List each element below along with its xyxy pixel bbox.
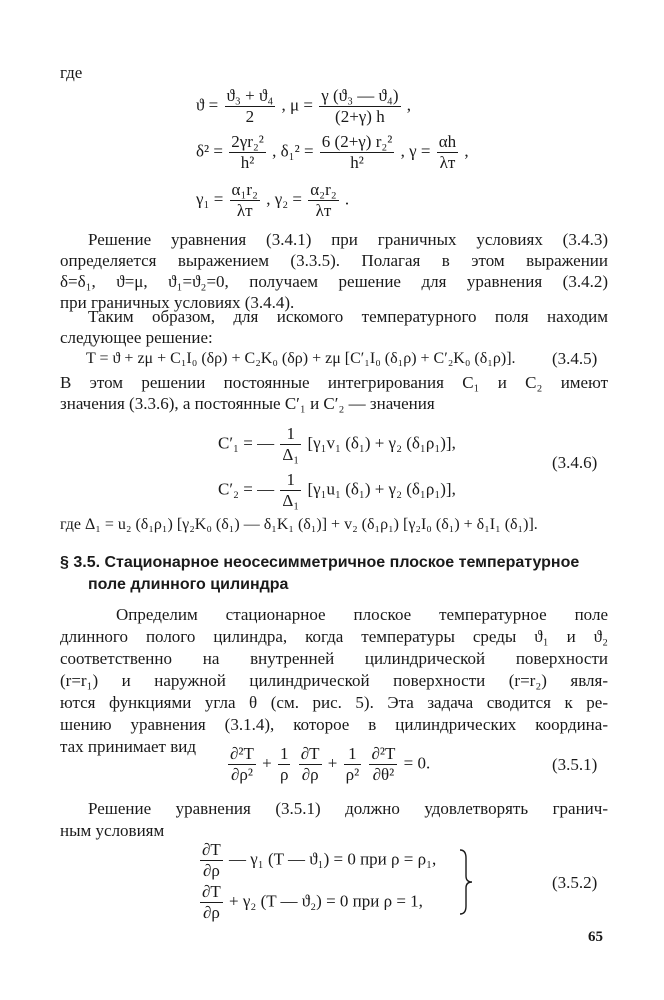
equation-3-5-2-line-2: $\frac{\partial T}{\partial\rho}$ + γ₂ (T — ϑ₂) = 0 при ρ = 1,: [202, 882, 423, 922]
paragraph-line: Определим стационарное плоское температурное поле: [116, 605, 608, 624]
equation-number: (3.5.1): [552, 755, 598, 774]
delta-definition: где Δ₁ = u₂ (δ₁ρ₁) [γ₂K₀ (δ₁) — δ₁K₁ (δ₁)] + v₂ (δ₁ρ₁) [γ₂I₀ (δ₁) + δ₁I₁ (δ₁)].: [60, 516, 538, 533]
definition-row-2: δ² = $\frac{\text{2γr₂²}}{\text{h²}}$ , δ₁² = $\frac{\text{6 (2+γ) r₂²}}{\text{h²}}$ , γ = $\frac{\alpha h}{\lambda т}$ ,: [196, 132, 469, 172]
fraction: $\frac{\partial T}{\partial\rho}$: [300, 744, 320, 784]
fraction: $\frac{\text{α₁r₂}}{\lambda т}$: [231, 180, 258, 220]
paragraph-line: Таким образом, для искомого температурного поля находим: [88, 307, 608, 326]
paragraph-line: при граничных условиях (3.4.4).: [60, 293, 295, 312]
equation-3-5-2-line-1: $\frac{\partial T}{\partial\rho}$ — γ₁ (T — ϑ₁) = 0 при ρ = ρ₁,: [202, 840, 437, 880]
intro-word: где: [60, 63, 83, 82]
paragraph-line: тах принимает вид: [60, 737, 197, 756]
paragraph-line: шению уравнения (3.1.4), которое в цилиндрических координа-: [60, 715, 608, 734]
fraction: $\frac{1}{\text{Δ₁}}$: [282, 470, 300, 510]
right-brace: [458, 848, 474, 916]
equation-3-5-1: $\frac{\text{∂²T}}{\text{∂ρ²}}$ + $\frac{1}{\rho}$ $\frac{\partial T}{\partial\rho}$ + $\frac{1}{\text{ρ²}}$ $\frac{\text{∂²T}}{\text{∂θ²}}$ = 0.: [230, 744, 431, 784]
paragraph-line: значения (3.3.6), а постоянные C′₁ и C′₂ — значения: [60, 394, 435, 413]
paragraph-line: ным условиям: [60, 821, 165, 840]
fraction: $\frac{\text{ϑ₃ + ϑ₄}}{2}$: [226, 86, 274, 126]
definition-row-1: ϑ = $\frac{\text{ϑ₃ + ϑ₄}}{2}$ , μ = $\frac{\text{γ (ϑ₃ — ϑ₄)}}{(2+\gamma) h}$ ,: [196, 86, 412, 126]
section-heading-line-1: § 3.5. Стационарное неосесимметричное плоское температурное: [60, 554, 580, 571]
paragraph-line: В этом решении постоянные интегрирования C₁ и C₂ имеют: [60, 373, 608, 392]
paragraph-line: δ=δ₁, ϑ=μ, ϑ₁=ϑ₂=0, получаем решение для уравнения (3.4.2): [60, 272, 608, 291]
fraction: $\frac{\text{γ (ϑ₃ — ϑ₄)}}{(2+\gamma) h}$: [321, 86, 399, 126]
fraction: $\frac{\alpha h}{\lambda т}$: [438, 132, 457, 172]
paragraph-line: длинного полого цилиндра, когда температуры среды ϑ₁ и ϑ₂: [60, 627, 608, 646]
equation-number: (3.5.2): [552, 873, 598, 892]
fraction: $\frac{\text{2γr₂²}}{\text{h²}}$: [231, 132, 264, 172]
equation-3-4-6-line-2: C′₂ = — $\frac{1}{\text{Δ₁}}$ [γ₁u₁ (δ₁) + γ₂ (δ₁ρ₁)],: [218, 470, 456, 510]
fraction: $\frac{1}{\rho}$: [279, 744, 289, 784]
equation-3-4-6-line-1: C′₁ = — $\frac{1}{\text{Δ₁}}$ [γ₁v₁ (δ₁) + γ₂ (δ₁ρ₁)],: [218, 424, 456, 464]
fraction: $\frac{\text{∂²T}}{\text{∂θ²}}$: [371, 744, 396, 784]
paragraph-line: определяется выражением (3.3.5). Полагая в этом выражении: [60, 251, 608, 270]
fraction: $\frac{\partial T}{\partial\rho}$: [202, 882, 221, 922]
equation-number: (3.4.6): [552, 453, 598, 472]
paragraph-line: (r=r₁) и наружной цилиндрической поверхности (r=r₂) явля-: [60, 671, 608, 690]
paragraph-line: Решение уравнения (3.5.1) должно удовлетворять гранич-: [88, 799, 608, 818]
page-number: 65: [588, 929, 603, 945]
fraction: $\frac{1}{\text{ρ²}}$: [345, 744, 360, 784]
fraction: $\frac{1}{\text{Δ₁}}$: [282, 424, 300, 464]
paragraph-line: соответственно на внутренней цилиндрической поверхности: [60, 649, 608, 668]
equation-number: (3.4.5): [552, 349, 598, 368]
paragraph-line: следующее решение:: [60, 328, 213, 347]
fraction: $\frac{\partial T}{\partial\rho}$: [202, 840, 221, 880]
equation-3-4-5: T = ϑ + zμ + C₁I₀ (δρ) + C₂K₀ (δρ) + zμ [C′₁I₀ (δ₁ρ) + C′₂K₀ (δ₁ρ)].: [86, 350, 516, 367]
fraction: $\frac{\text{6 (2+γ) r₂²}}{\text{h²}}$: [321, 132, 393, 172]
fraction: $\frac{\text{∂²T}}{\text{∂ρ²}}$: [230, 744, 254, 784]
fraction: $\frac{\text{α₂r₂}}{\lambda т}$: [310, 180, 337, 220]
section-heading-line-2: поле длинного цилиндра: [88, 576, 289, 593]
definition-row-3: γ₁ = $\frac{\text{α₁r₂}}{\lambda т}$ , γ₂ = $\frac{\text{α₂r₂}}{\lambda т}$ .: [196, 180, 350, 220]
paragraph-line: Решение уравнения (3.4.1) при граничных условиях (3.4.3): [88, 230, 608, 249]
paragraph-line: ются функциями угла θ (см. рис. 5). Эта задача сводится к ре-: [60, 693, 608, 712]
